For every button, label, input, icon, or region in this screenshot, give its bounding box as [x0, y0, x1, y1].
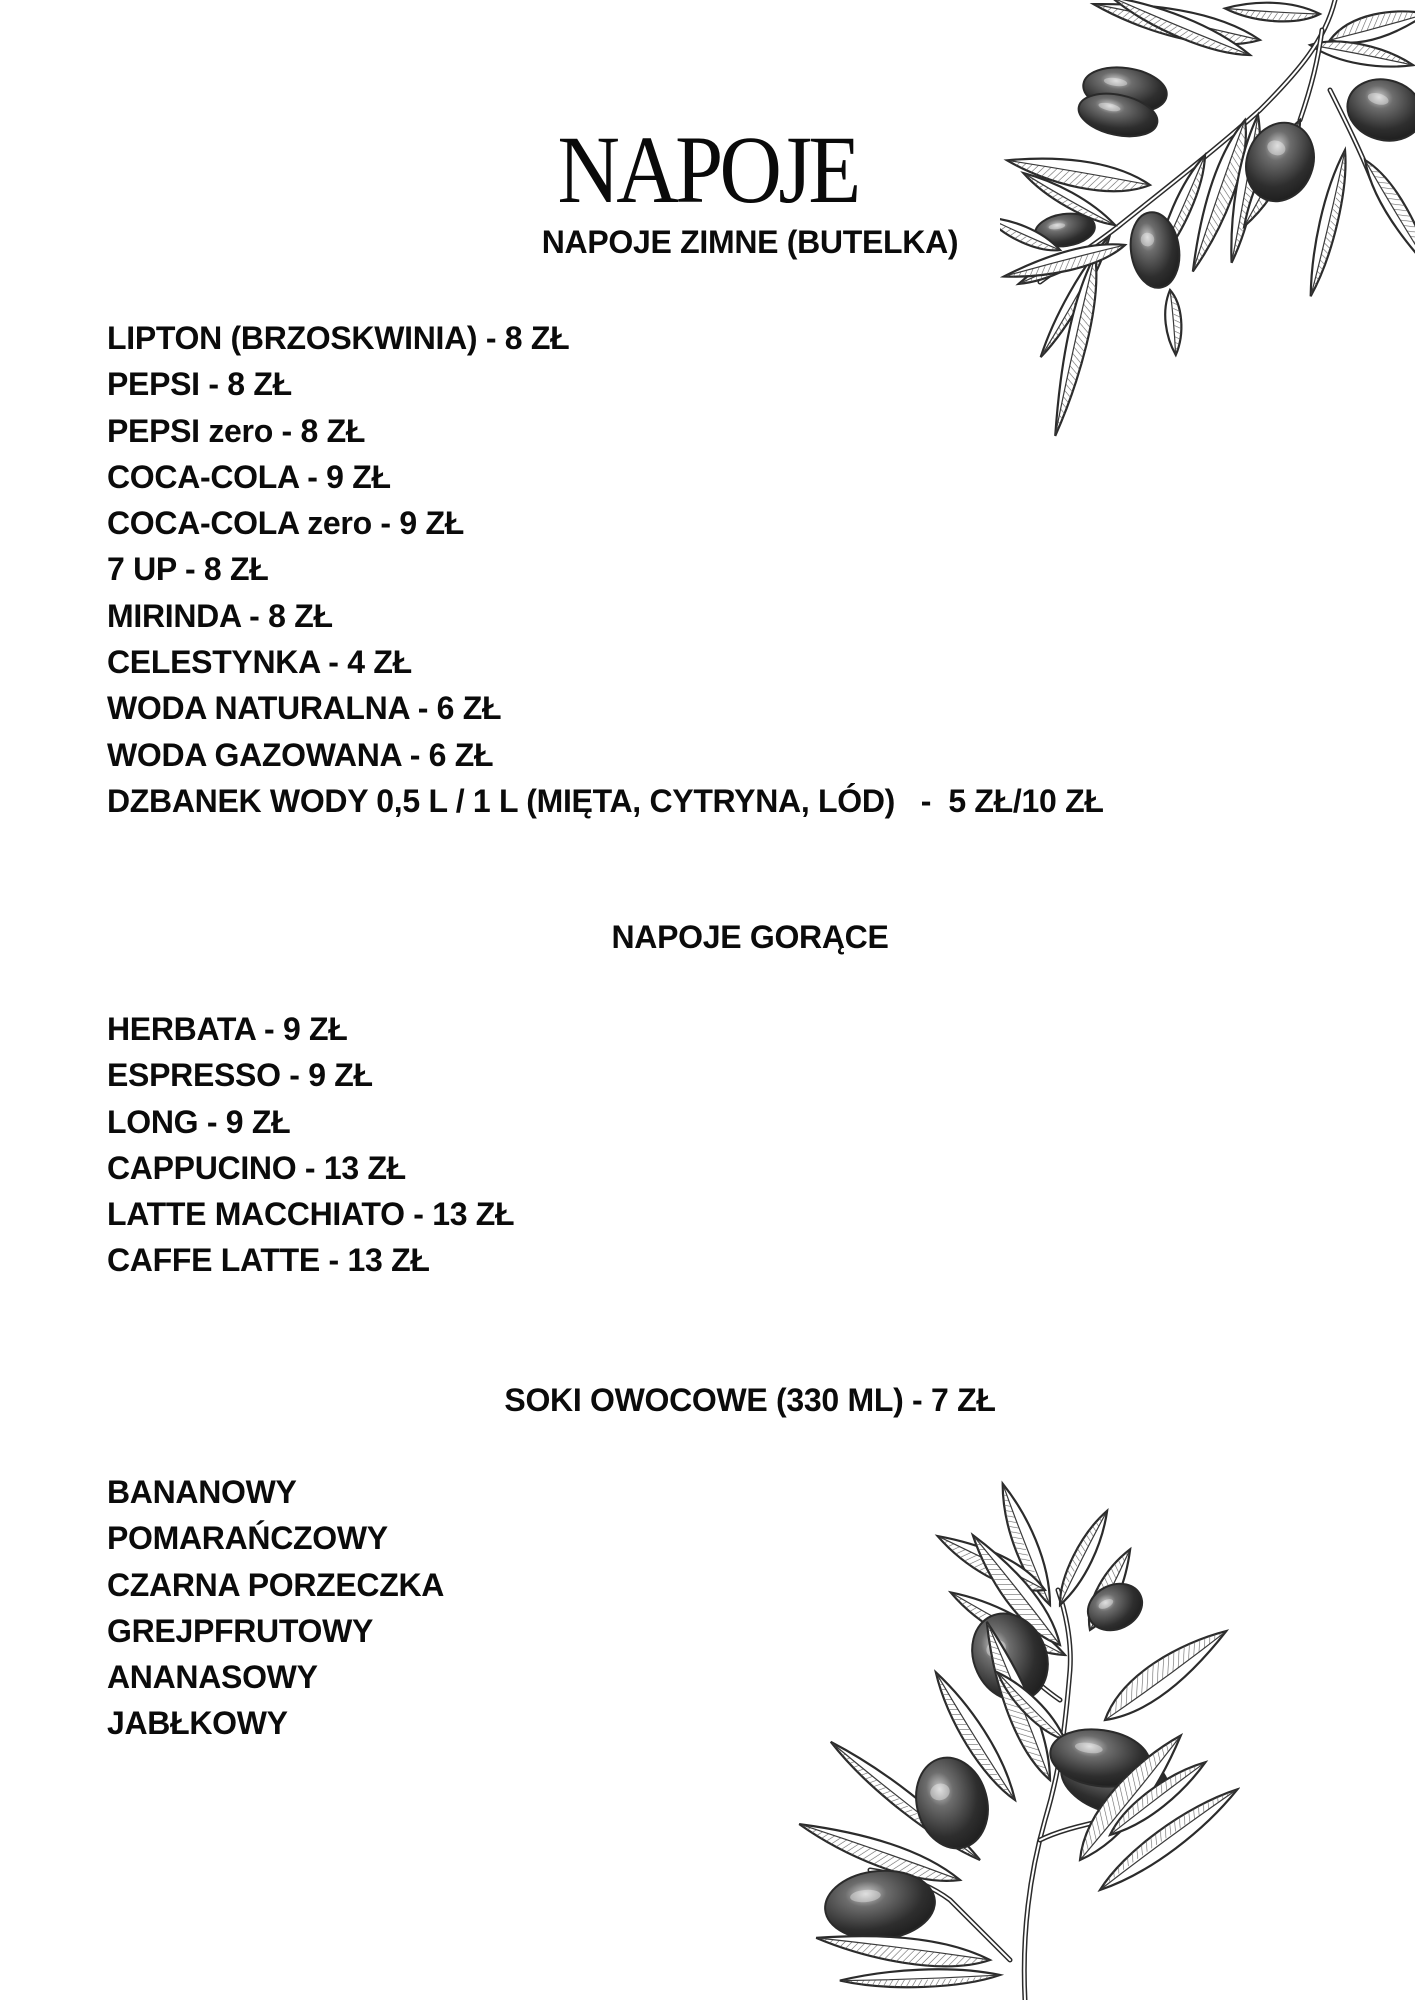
list-item: LATTE MACCHIATO - 13 ZŁ — [107, 1196, 515, 1233]
section-heading-fruit-juices: SOKI OWOCOWE (330 ML) - 7 ZŁ — [504, 1382, 996, 1418]
list-item: BANANOWY — [107, 1474, 297, 1510]
list-item: PEPSI zero - 8 ZŁ — [107, 412, 366, 449]
leaf-icon — [1225, 3, 1320, 22]
list-item: CAPPUCINO - 13 ZŁ — [107, 1149, 406, 1186]
list-item: CAFFE LATTE - 13 ZŁ — [107, 1242, 430, 1279]
list-item: JABŁKOWY — [107, 1705, 288, 1742]
section-heading-cold-drinks: NAPOJE ZIMNE (BUTELKA) — [541, 224, 959, 260]
stem-icon — [1300, 30, 1322, 120]
list-item: ANANASOWY — [107, 1659, 318, 1696]
fruit-juices-list — [107, 1469, 444, 1747]
list-item: POMARAŃCZOWY — [107, 1520, 388, 1557]
list-item: HERBATA - 9 ZŁ — [107, 1011, 348, 1047]
list-item: LONG - 9 ZŁ — [107, 1103, 291, 1140]
olive-branch-bottom-illustration — [760, 1440, 1240, 2000]
section-heading-hot-drinks: NAPOJE GORĄCE — [611, 919, 889, 955]
list-item: DZBANEK WODY 0,5 L / 1 L (MIĘTA, CYTRYNA, LÓD) - 5 ZŁ/10 ZŁ — [107, 782, 1104, 819]
list-item: COCA-COLA zero - 9 ZŁ — [107, 505, 464, 542]
page-title: NAPOJE — [557, 116, 858, 224]
list-item: ESPRESSO - 9 ZŁ — [107, 1057, 373, 1094]
list-item: CZARNA PORZECZKA — [107, 1566, 445, 1603]
list-item: 7 UP - 8 ZŁ — [107, 551, 269, 588]
list-item: WODA NATURALNA - 6 ZŁ — [107, 690, 502, 727]
leaf-icon — [1093, 1622, 1237, 1729]
list-item: COCA-COLA - 9 ZŁ — [107, 458, 391, 495]
leaf-icon — [1160, 289, 1187, 356]
list-item: CELESTYNKA - 4 ZŁ — [107, 644, 412, 681]
list-item: WODA GAZOWANA - 6 ZŁ — [107, 736, 494, 773]
cold-drinks-list — [107, 315, 1104, 824]
list-item: PEPSI - 8 ZŁ — [107, 366, 292, 403]
leaf-icon — [840, 1962, 1001, 1994]
list-item: LIPTON (BRZOSKWINIA) - 8 ZŁ — [107, 320, 570, 356]
list-item: MIRINDA - 8 ZŁ — [107, 597, 333, 634]
hot-drinks-list — [107, 1006, 514, 1284]
list-item: GREJPFRUTOWY — [107, 1612, 374, 1649]
